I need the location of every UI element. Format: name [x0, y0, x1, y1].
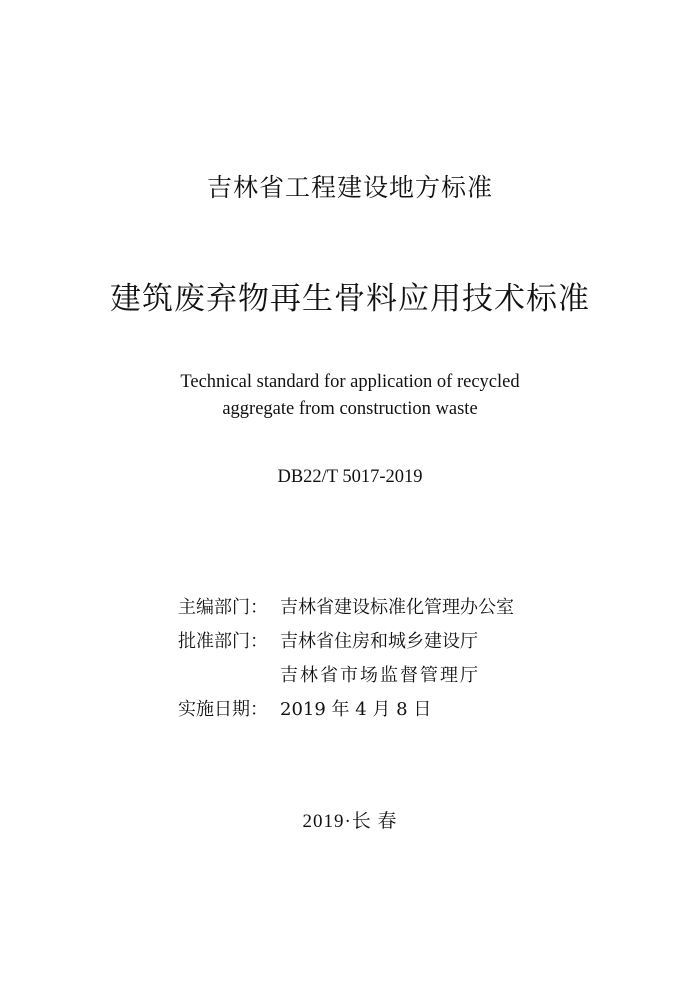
date-value: 2019 年 4 月 8 日: [280, 699, 432, 720]
approval-row: [178, 623, 514, 657]
editor-value: 吉林省建设标准化管理办公室: [280, 597, 514, 618]
date-row: [178, 691, 514, 725]
english-title-line-2: aggregate from construction waste: [222, 399, 478, 419]
approval-row-2: [178, 657, 514, 691]
editor-row: [178, 589, 514, 623]
english-title: [0, 369, 700, 423]
editor-label: 主编部门：: [178, 597, 268, 618]
footer-place-year: 2019·长 春: [302, 811, 398, 832]
series-title: 吉林省工程建设地方标准: [206, 173, 493, 202]
standard-code: DB22/T 5017-2019: [277, 467, 423, 487]
approval-label: 批准部门：: [178, 631, 268, 652]
main-title: 建筑废弃物再生骨料应用技术标准: [110, 281, 590, 317]
date-label: 实施日期：: [178, 699, 268, 720]
approval-value-1: 吉林省住房和城乡建设厅: [280, 631, 478, 652]
approval-value-2: 吉林省市场监督管理厅: [280, 665, 480, 686]
english-title-line-1: Technical standard for application of recycled: [180, 372, 520, 392]
publication-info: [178, 589, 514, 725]
